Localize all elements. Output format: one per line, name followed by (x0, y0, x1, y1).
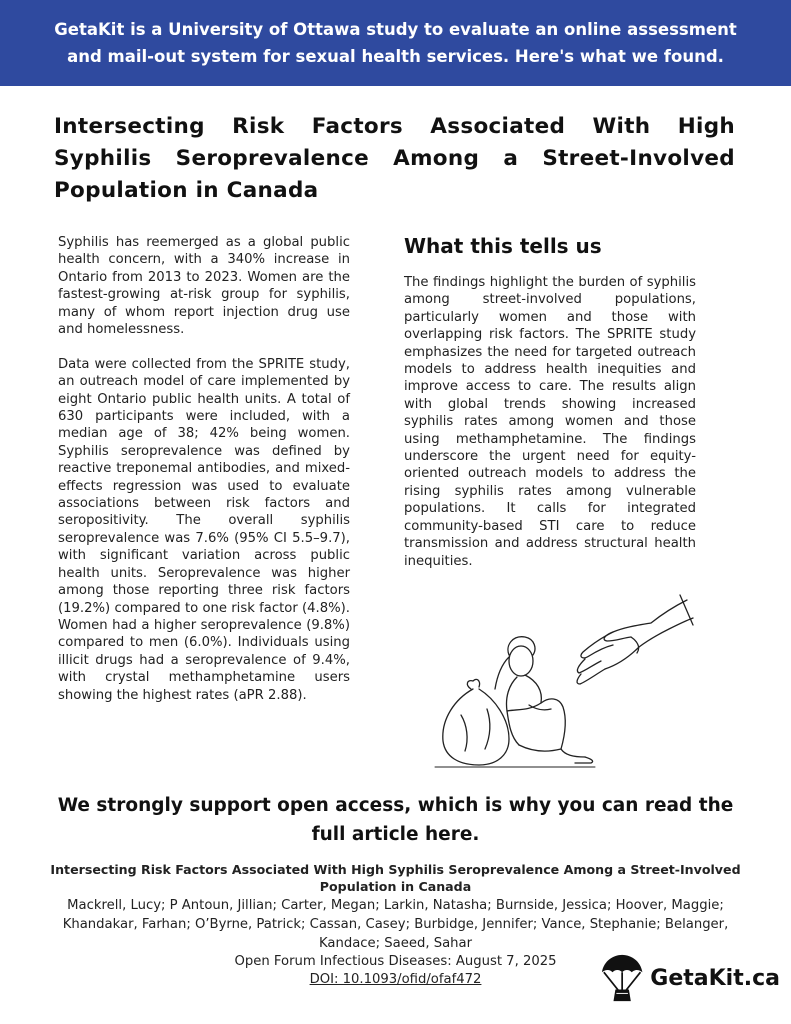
reference-authors: Mackrell, Lucy; P Antoun, Jillian; Carter, Megan; Larkin, Natasha; Burnside, Jessica; Hoover, Maggie; Khandakar, Farhan; O’Byrne, Patrick; Cassan, Casey; Burbidge, Jennifer; Vance, Stephanie; Belanger, Kandace; Saeed, Sahar (62, 898, 729, 951)
summary-paragraph-background: Syphilis has reemerged as a global public health concern, with a 340% increase in Ontario from 2013 to 2023. Women are the fastest-growing at-risk group for syphilis, many of whom report injection drug use and homelessness. (58, 235, 350, 338)
doi-link[interactable]: DOI: 10.1093/ofid/ofaf472 (309, 972, 482, 987)
garbage-bag-icon (443, 679, 509, 765)
logo-text: GetaKit.ca (650, 965, 780, 991)
header-banner (0, 0, 791, 86)
article-title: Intersecting Risk Factors Associated With High Syphilis Seroprevalence Among a Street-Involved Population in Canada (54, 114, 735, 203)
summary-paragraph-methods-results: Data were collected from the SPRITE study, an outreach model of care implemented by eight Ontario public health units. A total of 630 participants were included, with a median age of 38; 42% being women. Syphilis seroprevalence was defined by reactive treponemal antibodies, and mixed-effects regression was used to evaluate associations between risk factors and seropositivity. The overall syphilis seroprevalence was 7.6% (95% CI 5.5–9.7), with significant variation across public health units. Seroprevalence was higher among those reporting three risk factors (19.2%) compared to one risk factor (4.8%). Women had a higher seroprevalence (9.8%) compared to men (6.0%). Individuals using illicit drugs had a seroprevalence of 9.4%, with crystal methamphetamine users showing the highest rates (aPR 2.88). (58, 356, 350, 703)
summary-column (58, 234, 350, 721)
banner-text: GetaKit is a University of Ottawa study to evaluate an online assessment and mail-out system for sexual health services. Here's what we found. (54, 20, 737, 66)
outreach-illustration (425, 585, 705, 785)
open-access-statement: We strongly support open access, which is why you can read the full article here. (57, 795, 734, 845)
reaching-hand-icon (577, 595, 693, 684)
seated-person-icon (495, 637, 593, 763)
reference-journal: Open Forum Infectious Diseases: August 7, 2025 (234, 954, 557, 969)
findings-paragraph: The findings highlight the burden of syphilis among street-involved populations, particularly women and those with overlapping risk factors. The SPRITE study emphasizes the need for targeted outreach models to address health inequities and improve access to care. The results align with global trends showing increased syphilis rates among women and those using methamphetamine. The findings underscore the urgent need for equity-oriented outreach models to address the rising syphilis rates among vulnerable populations. It calls for integrated community-based STI care to reduce transmission and address structural health inequities. (404, 275, 696, 569)
reference-title[interactable]: Intersecting Risk Factors Associated With High Syphilis Seroprevalence Among a Street-Involved Population in Canada (50, 862, 741, 894)
parachute-box-icon (600, 952, 644, 1004)
findings-column (404, 232, 696, 570)
what-this-tells-us-heading: What this tells us (404, 234, 602, 258)
getakit-logo[interactable] (600, 948, 780, 1008)
